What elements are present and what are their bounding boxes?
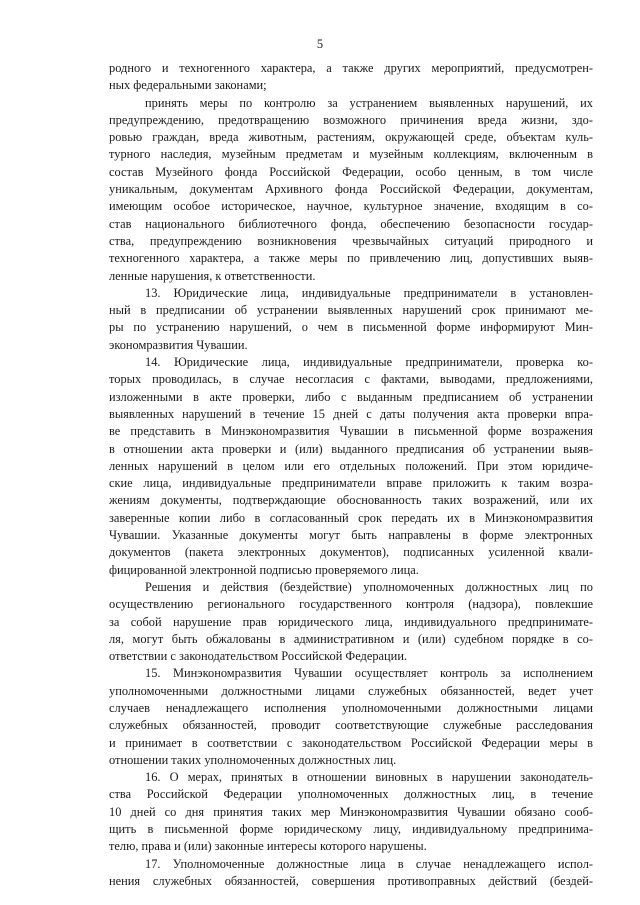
- text-line: и принимает в соответствии с законодательством Российской Федерации меры в: [109, 735, 593, 750]
- text-line: щить в письменной форме юридическому лицу, индивидуальному предпринима-: [109, 822, 593, 837]
- text-line: Решения и действия (бездействие) уполномоченных должностных лиц по: [145, 579, 593, 594]
- text-line: родного и техногенного характера, а также других мероприятий, предусмотрен-: [109, 61, 593, 75]
- text-line: ства Российской Федерации уполномоченных должностных лиц, в течение: [109, 787, 593, 802]
- text-line: 16. О мерах, принятых в отношении виновных в нарушении законодатель-: [145, 770, 593, 785]
- text-line: состав Музейного фонда Российской Федерации, особо ценным, в том числе: [109, 164, 593, 179]
- text-line: ленные нарушения, к ответственности.: [109, 268, 316, 283]
- text-line: 10 дней со дня принятия таких мер Минэкономразвития Чувашии обязано сооб-: [109, 804, 593, 819]
- text-line: нения служебных обязанностей, совершения противоправных действий (бездей-: [109, 873, 593, 888]
- text-line: 13. Юридические лица, индивидуальные предприниматели в установлен-: [145, 285, 593, 300]
- text-line: торых проводилась, в случае несогласия с фактами, выводами, предложениями,: [109, 372, 593, 387]
- text-line: ный в предписании об устранении выявленных нарушений срок принимают ме-: [109, 303, 593, 318]
- text-line: заверенные копии либо в согласованный срок передать их в Минэкономразвития: [109, 510, 593, 525]
- text-line: экономразвития Чувашии.: [109, 337, 248, 352]
- text-line: 17. Уполномоченные должностные лица в случае ненадлежащего испол-: [145, 856, 593, 871]
- text-line: служебных обязанностей, проводит соответствующие служебные расследования: [109, 718, 593, 733]
- text-line: выявленных нарушений в течение 15 дней с даты получения акта проверки впра-: [109, 406, 593, 421]
- text-line: уникальным, документам Архивного фонда Российской Федерации, документам,: [109, 182, 593, 197]
- text-line: 15. Минэкономразвития Чувашии осуществляет контроль за исполнением: [145, 666, 593, 681]
- text-line: ские лица, индивидуальные предприниматели вправе приложить к таким возра-: [109, 476, 593, 491]
- text-line: Чувашии. Указанные документы могут быть направлены в форме электронных: [109, 528, 593, 543]
- text-line: случаев ненадлежащего исполнения уполномоченными должностными лицами: [109, 700, 593, 715]
- text-line: ства, предупреждению возникновения чрезвычайных ситуаций природного и: [109, 233, 593, 248]
- page-number: 5: [316, 37, 324, 51]
- document-body: [109, 60, 593, 890]
- text-line: ровью граждан, вреда животным, растениям, окружающей среде, объектам куль-: [109, 130, 593, 145]
- text-line: имеющим особое историческое, научное, культурное значение, входящим в со-: [109, 199, 593, 214]
- text-line: изложенными в акте проверки, либо с выданным предписанием об устранении: [109, 389, 593, 404]
- text-line: став национального библиотечного фонда, обеспечению безопасности государ-: [109, 216, 593, 231]
- text-line: фицированной электронной подписью проверяемого лица.: [109, 562, 419, 577]
- text-line: за собой нарушение прав юридического лица, индивидуального предпринимате-: [109, 614, 593, 629]
- text-line: техногенного характера, а также меры по привлечению лиц, допустивших выяв-: [109, 251, 593, 266]
- text-line: турного наследия, музейным предметам и музейным коллекциям, включенным в: [109, 147, 593, 162]
- text-line: ных федеральными законами;: [109, 78, 267, 93]
- text-line: 14. Юридические лица, индивидуальные предприниматели, проверка ко-: [145, 355, 593, 370]
- text-line: ля, могут быть обжалованы в административном и (или) судебном порядке в со-: [109, 631, 593, 646]
- text-line: телю, права и (или) законные интересы которого нарушены.: [109, 839, 427, 854]
- text-line: уполномоченными должностными лицами служебных обязанностей, ведет учет: [109, 683, 593, 698]
- text-line: в отношении акта проверки и (или) выданного предписания об устранении выяв-: [109, 441, 593, 456]
- text-line: ленных нарушений в целом или его отдельных положений. При этом юридиче-: [109, 458, 593, 473]
- text-line: документов (пакета электронных документов), подписанных усиленной квали-: [109, 545, 593, 560]
- text-line: принять меры по контролю за устранением выявленных нарушений, их: [145, 95, 593, 110]
- text-line: ве представить в Минэкономразвития Чувашии в письменной форме возражения: [109, 424, 593, 439]
- text-line: отношении таких уполномоченных должностных лиц.: [109, 752, 397, 767]
- text-line: предупреждению, предотвращению возможного причинения вреда жизни, здо-: [109, 112, 593, 127]
- text-line: ответствии с законодательством Российской Федерации.: [109, 649, 408, 664]
- text-line: осуществлению регионального государственного контроля (надзора), повлекшие: [109, 597, 593, 612]
- text-line: жениям документы, подтверждающие обоснованность таких возражений, или их: [109, 493, 593, 508]
- text-line: ры по устранению нарушений, о чем в письменной форме информируют Мин-: [109, 320, 593, 335]
